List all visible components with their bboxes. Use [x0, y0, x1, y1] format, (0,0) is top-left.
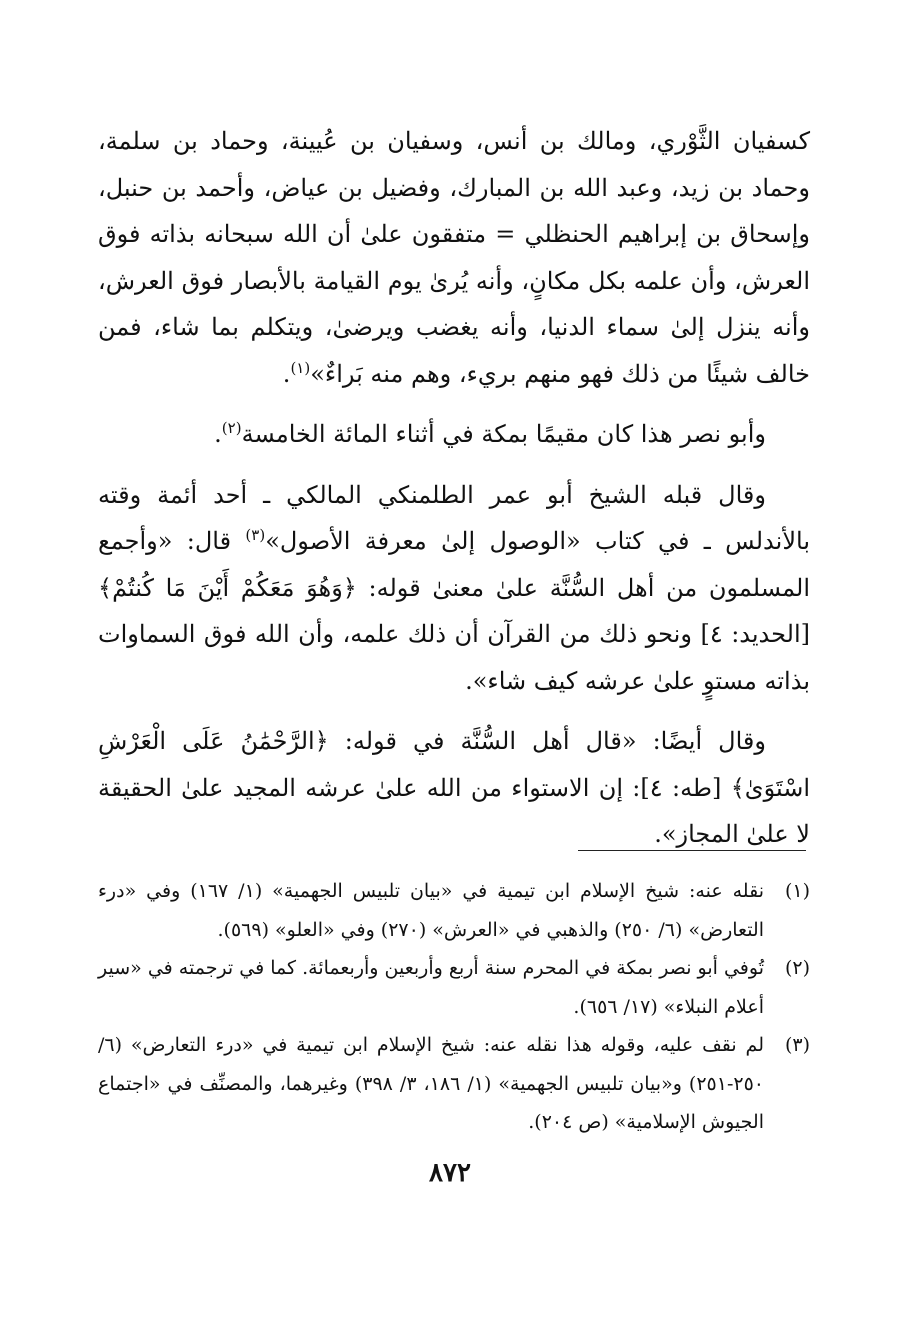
- paragraph-1: [98, 118, 810, 397]
- paragraph-2-text: وأبو نصر هذا كان مقيمًا بمكة في أثناء المائة الخامسة: [241, 420, 766, 448]
- footnote-text: لم نقف عليه، وقوله هذا نقله عنه: شيخ الإسلام ابن تيمية في «درء التعارض» (٦/ ٢٥٠-٢٥١) و«بيان تلبيس الجهمية» (١/ ١٨٦، ٣/ ٣٩٨) وغيرهما، والمصنِّف في «اجتماع الجيوش الإسلامية» (ص ٢٠٤).: [98, 1034, 764, 1133]
- paragraph-3-text-b: قال: «وأجمع المسلمون من أهل السُّنَّة علىٰ معنىٰ قوله: ﴿وَهُوَ مَعَكُمْ أَيْنَ مَا كُنتُمْ﴾ [الحديد: ٤] ونحو ذلك من القرآن أن ذلك علمه، وأن الله فوق السماوات بذاته مستوٍ علىٰ عرشه كيف شاء».: [98, 527, 810, 695]
- footnote-separator: [578, 850, 806, 851]
- footnote-number: (١): [784, 880, 810, 902]
- paragraph-4: [98, 718, 810, 858]
- footnote-ref-2: (٢): [221, 419, 242, 437]
- footnote-2: [98, 949, 810, 1026]
- main-text: [98, 118, 810, 858]
- page-number: ٨٧٢: [429, 1158, 471, 1188]
- paragraph-2-end: .: [214, 420, 222, 448]
- footnote-1: [98, 872, 810, 949]
- paragraph-1-end: .: [282, 359, 291, 388]
- footnote-text: نقله عنه: شيخ الإسلام ابن تيمية في «بيان تلبيس الجهمية» (١/ ١٦٧) وفي «درء التعارض» (٦/ ٢٥٠) والذهبي في «العرش» (٢٧٠) وفي «العلو» (٥٦٩).: [98, 880, 764, 941]
- paragraph-3-text-a: وقال قبله الشيخ أبو عمر الطلمنكي المالكي ـ أحد أئمة وقته بالأندلس ـ في كتاب «الوصول إلىٰ معرفة الأصول»: [98, 480, 810, 555]
- footnote-text: تُوفي أبو نصر بمكة في المحرم سنة أربع وأربعين وأربعمائة. كما في ترجمته في «سير أعلام النبلاء» (١٧/ ٦٥٦).: [98, 957, 764, 1018]
- footnote-ref-3: (٣): [245, 526, 266, 544]
- paragraph-3: [98, 472, 810, 705]
- footnote-ref-1: (١): [290, 358, 311, 377]
- footnote-number: (٣): [784, 1034, 810, 1056]
- paragraph-1-text: كسفيان الثَّوْري، ومالك بن أنس، وسفيان بن عُيينة، وحماد بن سلمة، وحماد بن زيد، وعبد الله بن المبارك، وفضيل بن عياض، وأحمد بن حنبل، وإسحاق بن إبراهيم الحنظلي = متفقون علىٰ أن الله سبحانه بذاته فوق العرش، وأن علمه بكل مكانٍ، وأنه يُرىٰ يوم القيامة بالأبصار فوق العرش، وأنه ينزل إلىٰ سماء الدنيا، وأنه يغضب ويرضىٰ، ويتكلم بما شاء، فمن خالف شيئًا من ذلك فهو منهم بريء، وهم منه بَراءٌ»: [98, 127, 810, 388]
- paragraph-2: [98, 411, 810, 458]
- footnote-number: (٢): [784, 957, 810, 979]
- footnotes: [98, 872, 810, 1142]
- paragraph-4-text: وقال أيضًا: «قال أهل السُّنَّة في قوله: ﴿الرَّحْمَٰنُ عَلَى الْعَرْشِ اسْتَوَىٰ﴾ [طه: ٤]: إن الاستواء من الله علىٰ عرشه المجيد علىٰ الحقيقة لا علىٰ المجاز».: [98, 727, 810, 848]
- footnote-3: [98, 1026, 810, 1142]
